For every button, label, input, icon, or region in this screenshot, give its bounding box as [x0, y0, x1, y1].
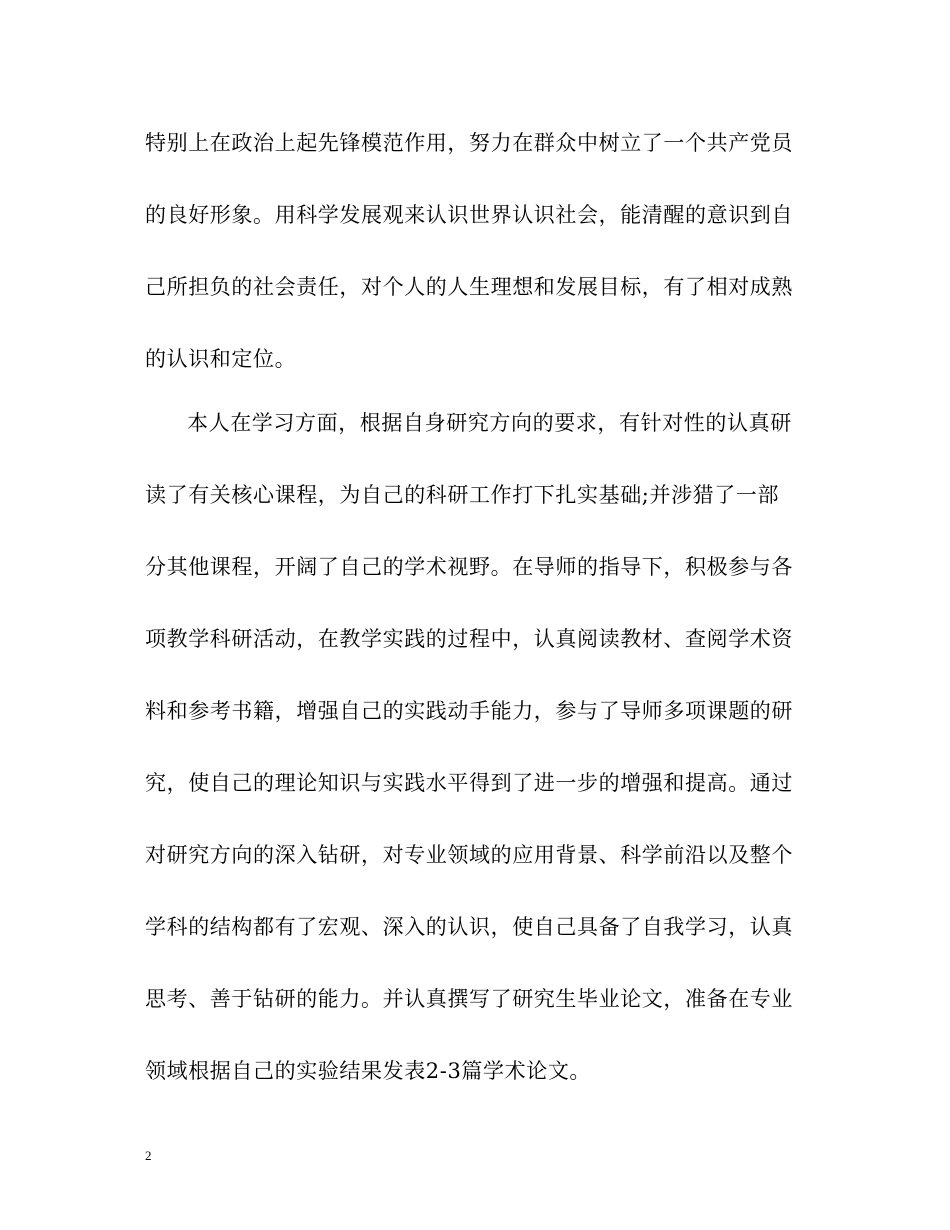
text-line: 对研究方向的深入钻研，对专业领域的应用背景、科学前沿以及整个	[145, 843, 793, 867]
text-line: 的良好形象。用科学发展观来认识世界认识社会，能清醒的意识到自	[145, 203, 793, 227]
text-line: 料和参考书籍，增强自己的实践动手能力，参与了导师多项课题的研	[145, 699, 793, 723]
text-line: 项教学科研活动，在教学实践的过程中，认真阅读教材、查阅学术资	[145, 627, 793, 651]
paragraph-first-line: 本人在学习方面，根据自身研究方向的要求，有针对性的认真研	[187, 411, 792, 435]
text-line: 特别上在政治上起先锋模范作用，努力在群众中树立了一个共产党员	[145, 131, 793, 155]
text-line: 领域根据自己的实验结果发表2-3篇学术论文。	[145, 1059, 592, 1083]
text-line: 己所担负的社会责任，对个人的人生理想和发展目标，有了相对成熟	[145, 275, 793, 299]
text-line: 思考、善于钻研的能力。并认真撰写了研究生毕业论文，准备在专业	[145, 987, 793, 1011]
text-line: 读了有关核心课程，为自己的科研工作打下扎实基础;并涉猎了一部	[145, 483, 780, 507]
text-line: 学科的结构都有了宏观、深入的认识，使自己具备了自我学习，认真	[145, 915, 793, 939]
text-line: 分其他课程，开阔了自己的学术视野。在导师的指导下，积极参与各	[145, 555, 793, 579]
page-number: 2	[145, 1148, 152, 1163]
text-line: 究，使自己的理论知识与实践水平得到了进一步的增强和提高。通过	[145, 771, 793, 795]
text-line: 的认识和定位。	[145, 347, 297, 371]
